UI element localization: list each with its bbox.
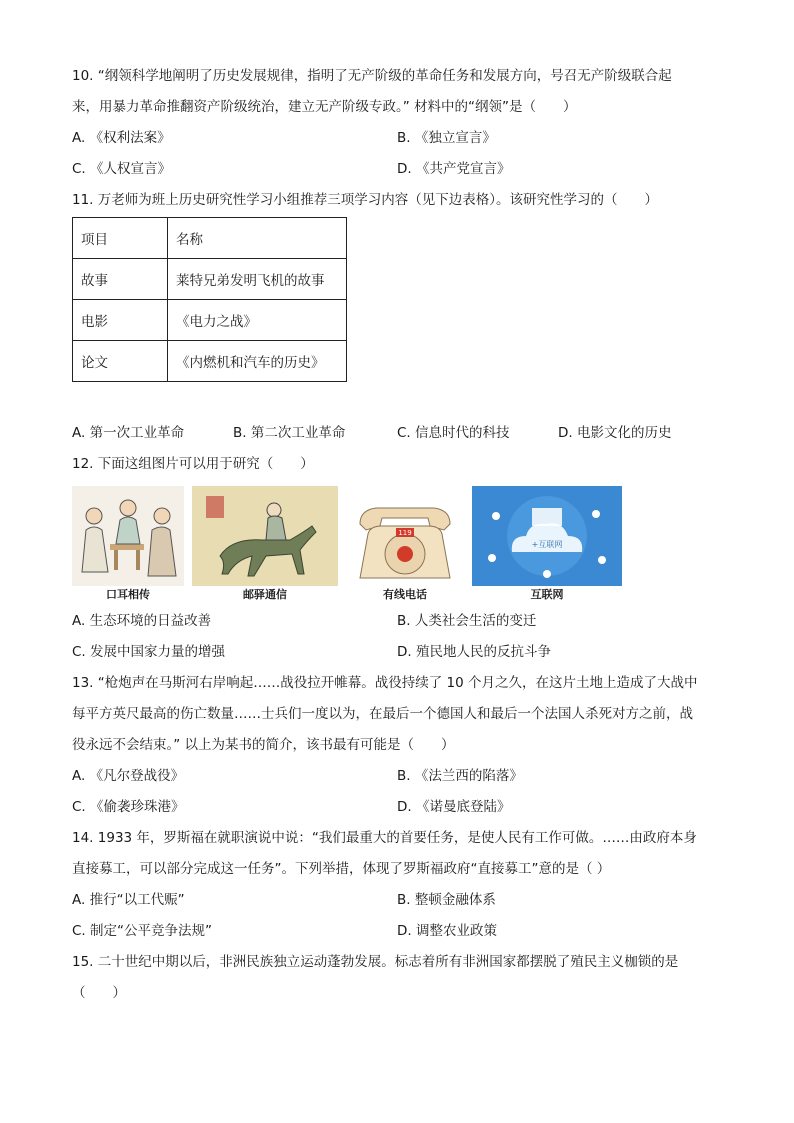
q15-stem-line1: 15. 二十世纪中期以后，非洲民族独立运动蓬勃发展。标志着所有非洲国家都摆脱了殖民主义枷锁的是 bbox=[72, 954, 679, 970]
q13-option-a[interactable]: A. 《凡尔登战役》 bbox=[72, 768, 185, 784]
q12-stem-line1: 12. 下面这组图片可以用于研究（ ） bbox=[72, 456, 314, 472]
q14-stem-line1: 14. 1933 年，罗斯福在就职演说中说：“我们最重大的首要任务，是使人民有工作可做。……由政府本身 bbox=[72, 830, 697, 846]
q13-option-c[interactable]: C. 《偷袭珍珠港》 bbox=[72, 799, 185, 815]
q11-option-a[interactable]: A. 第一次工业革命 bbox=[72, 425, 185, 441]
q12-option-b[interactable]: B. 人类社会生活的变迁 bbox=[397, 613, 537, 629]
q12-option-c[interactable]: C. 发展中国家力量的增强 bbox=[72, 644, 226, 660]
table-row bbox=[73, 341, 347, 382]
table-cell: 电影 bbox=[73, 300, 168, 341]
table-cell: 《电力之战》 bbox=[168, 300, 347, 341]
table-cell: 论文 bbox=[73, 341, 168, 382]
q13-stem-line3: 役永远不会结束。” 以上为某书的简介，该书最有可能是（ ） bbox=[72, 737, 455, 753]
q10-option-b[interactable]: B. 《独立宣言》 bbox=[397, 130, 496, 146]
caption-postal-relay: 邮驿通信 bbox=[243, 588, 287, 601]
q14-stem-line2: 直接募工，可以部分完成这一任务”。下列举措，体现了罗斯福政府“直接募工”意的是（ ） bbox=[72, 861, 611, 877]
cloud-label: +互联网 bbox=[531, 540, 563, 549]
caption-telephone: 有线电话 bbox=[383, 588, 427, 601]
table-row bbox=[73, 259, 347, 300]
q13-stem-line2: 每平方英尺最高的伤亡数量……士兵们一度以为，在最后一个德国人和最后一个法国人杀死对方之前，战 bbox=[72, 706, 693, 722]
q12-option-a[interactable]: A. 生态环境的日益改善 bbox=[72, 613, 212, 629]
q10-stem-line1: 10. “纲领科学地阐明了历史发展规律，指明了无产阶级的革命任务和发展方向，号召无产阶级联合起 bbox=[72, 68, 672, 84]
q13-stem-line1: 13. “枪炮声在马斯河右岸响起……战役拉开帷幕。战役持续了 10 个月之久，在这片土地上造成了大战中 bbox=[72, 675, 698, 691]
q11-stem-line1: 11. 万老师为班上历史研究性学习小组推荐三项学习内容（见下边表格）。该研究性学习的（ ） bbox=[72, 192, 659, 208]
q14-option-a[interactable]: A. 推行“以工代赈” bbox=[72, 892, 185, 908]
q11-option-c[interactable]: C. 信息时代的科技 bbox=[397, 425, 510, 441]
caption-internet: 互联网 bbox=[530, 588, 564, 601]
caption-word-of-mouth: 口耳相传 bbox=[106, 588, 150, 601]
q14-option-b[interactable]: B. 整顿金融体系 bbox=[397, 892, 496, 908]
q13-option-b[interactable]: B. 《法兰西的陷落》 bbox=[397, 768, 523, 784]
table-cell: 项目 bbox=[73, 218, 168, 259]
table-cell: 故事 bbox=[73, 259, 168, 300]
phone-label: 119 bbox=[398, 529, 412, 537]
q13-option-d[interactable]: D. 《诺曼底登陆》 bbox=[397, 799, 511, 815]
q10-option-c[interactable]: C. 《人权宣言》 bbox=[72, 161, 172, 177]
table-cell: 《内燃机和汽车的历史》 bbox=[168, 341, 347, 382]
internet-image bbox=[472, 486, 622, 586]
q10-option-d[interactable]: D. 《共产党宣言》 bbox=[397, 161, 511, 177]
q15-stem-line2: （ ） bbox=[72, 985, 126, 1001]
q10-stem-line2: 来，用暴力革命推翻资产阶级统治，建立无产阶级专政。” 材料中的“纲领”是（ ） bbox=[72, 99, 577, 115]
q10-option-a[interactable]: A. 《权利法案》 bbox=[72, 130, 171, 146]
q12-option-d[interactable]: D. 殖民地人民的反抗斗争 bbox=[397, 644, 551, 660]
q11-option-b[interactable]: B. 第二次工业革命 bbox=[233, 425, 346, 441]
table-cell: 名称 bbox=[168, 218, 347, 259]
word-of-mouth-image bbox=[72, 486, 184, 586]
q11-option-d[interactable]: D. 电影文化的历史 bbox=[558, 425, 672, 441]
table-row bbox=[73, 218, 347, 259]
q14-option-d[interactable]: D. 调整农业政策 bbox=[397, 923, 497, 939]
table-cell: 莱特兄弟发明飞机的故事 bbox=[168, 259, 347, 300]
table-row bbox=[73, 300, 347, 341]
postal-relay-image bbox=[192, 486, 338, 586]
q14-option-c[interactable]: C. 制定“公平竞争法规” bbox=[72, 923, 212, 939]
q11-table bbox=[72, 217, 347, 382]
telephone-image bbox=[346, 486, 464, 586]
